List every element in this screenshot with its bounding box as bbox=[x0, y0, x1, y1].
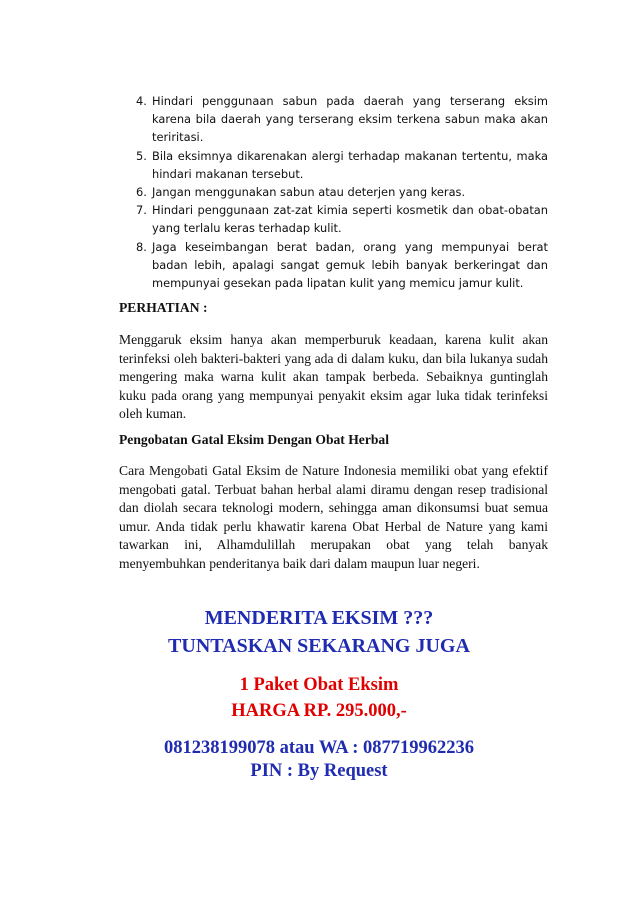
list-item bbox=[118, 147, 548, 183]
list-item-number: 7. bbox=[136, 203, 147, 218]
list-item-number: 6. bbox=[136, 185, 147, 200]
herbal-paragraph: Cara Mengobati Gatal Eksim de Nature Indonesia memiliki obat yang efektif mengobati gatal. Terbuat bahan herbal alami diramu dengan resep tradisional dan diolah secara teknologi modern, sehingga aman dikonsumsi buat semua umur. Anda tidak perlu khawatir karena Obat Herbal de Nature yang kami tawarkan ini, Alhamdulillah merupakan obat yang telah banyak menyembuhkan penderitanya baik dari dalam maupun luar negeri. bbox=[119, 463, 548, 571]
list-item bbox=[118, 238, 548, 293]
package-name: 1 Paket Obat Eksim bbox=[239, 675, 399, 695]
list-item-number: 8. bbox=[136, 239, 147, 254]
promo-headline: MENDERITA EKSIM ??? bbox=[204, 607, 434, 629]
contact-pin: PIN : By Request bbox=[250, 761, 388, 781]
list-item bbox=[118, 201, 548, 237]
list-item-text: Jaga keseimbangan berat badan, orang yang mempunyai berat badan lebih, apalagi sangat gemuk lebih banyak berkeringat dan mempunyai gesekan pada lipatan kulit yang memicu jamur kulit. bbox=[152, 239, 548, 291]
list-item-number: 4. bbox=[136, 94, 147, 108]
list-item-text: Jangan menggunakan sabun atau deterjen yang keras. bbox=[152, 185, 466, 200]
list-item-number: 5. bbox=[136, 148, 147, 163]
promo-subheadline: TUNTASKAN SEKARANG JUGA bbox=[168, 635, 470, 657]
price: HARGA RP. 295.000,- bbox=[231, 701, 407, 721]
list-item-text: Bila eksimnya dikarenakan alergi terhadap makanan tertentu, maka hindari makanan tersebut. bbox=[152, 148, 548, 181]
list-item bbox=[118, 92, 548, 147]
contact-phone: 081238199078 atau WA : 087719962236 bbox=[163, 738, 475, 758]
list-item-text: Hindari penggunaan sabun pada daerah yang terserang eksim karena bila daerah yang terserang eksim terkena sabun maka akan teriritasi. bbox=[152, 94, 548, 145]
prevention-list bbox=[118, 92, 548, 292]
list-item bbox=[118, 183, 548, 201]
perhatian-paragraph: Menggaruk eksim hanya akan memperburuk keadaan, karena kulit akan terinfeksi oleh bakteri-bakteri yang ada di dalam kuku, dan bila lukanya sudah mengering maka warna kulit akan tampak berbeda. Sebaiknya guntinglah kuku pada orang yang mempunyai penyakit eksim agar luka tidak terinfeksi oleh kuman. bbox=[119, 332, 548, 422]
perhatian-heading: PERHATIAN : bbox=[119, 300, 208, 315]
herbal-heading: Pengobatan Gatal Eksim Dengan Obat Herbal bbox=[119, 432, 390, 447]
list-item-text: Hindari penggunaan zat-zat kimia seperti kosmetik dan obat-obatan yang terlalu keras terhadap kulit. bbox=[152, 203, 548, 236]
